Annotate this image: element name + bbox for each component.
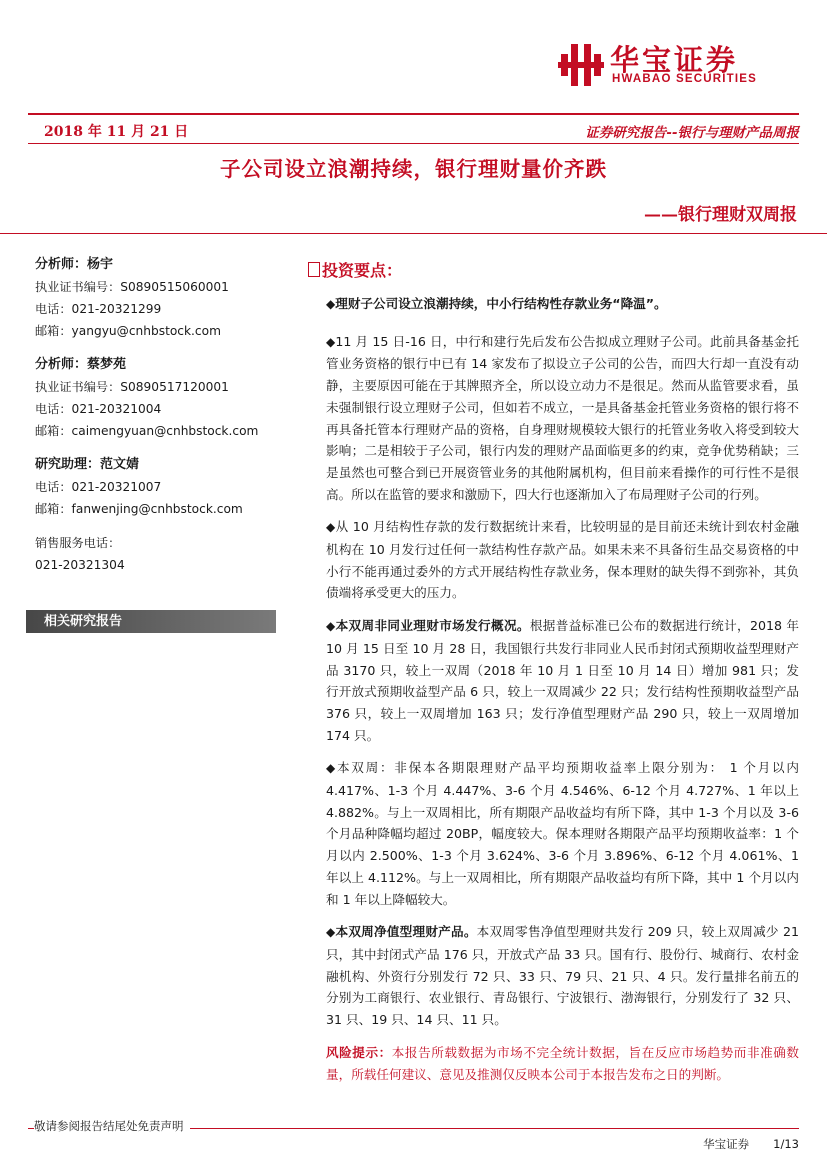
analyst-cert: 执业证书编号：S0890517120001 — [35, 380, 229, 394]
sales-phone: 021-20321304 — [35, 558, 125, 572]
risk-label: 风险提示： — [326, 1044, 392, 1060]
diamond-bullet-icon: ◆ — [326, 297, 336, 311]
paragraph-lead: 理财子公司设立浪潮持续，中小行结构性存款业务“降温”。 — [335, 296, 667, 311]
related-reports-header: 相关研究报告 — [26, 610, 276, 633]
investment-highlights — [320, 258, 800, 1082]
page-title: 子公司设立浪潮持续，银行理财量价齐跌 — [220, 157, 607, 181]
assistant-phone: 电话：021-20321007 — [35, 480, 162, 494]
analyst-name: 分析师：蔡梦苑 — [35, 357, 127, 372]
diamond-bullet-icon: ◆ — [326, 520, 336, 535]
report-type: 证券研究报告--银行与理财产品周报 — [585, 125, 799, 141]
assistant-name: 研究助理：范文婧 — [35, 457, 140, 472]
paragraph-lead: 本双周非同业理财市场发行概况。 — [335, 618, 530, 634]
highlight-paragraph — [326, 293, 799, 316]
paragraph-text: 根据普益标准已公布的数据进行统计，2018 年 10 月 15 日至 10 月 28 日，我国银行共发行非同业人民币封闭式预期收益型理财产品 3170 只，较上一双周（2018 年 10 月 1 日至 10 月 14 日）增加 981 只；发行开放式预期收益型产品 6 只，较上一双周减少 22 只；发行结构性预期收益型产品 376 只，较上一双周增加 163 只；发行净值型理财产品 290 只，较上一双周增加 174 只。 — [326, 618, 799, 743]
paragraph-text: 11 月 15 日-16 日，中行和建行先后发布公告拟成立理财子公司。此前具备基金托管业务资格的银行中已有 14 家发布了拟设立子公司的公告，而四大行却一直没有动静，主要原因可能在于其牌照齐全，所以设立动力不是很足。然而从监管要求看，虽未强制银行设立理财子公司，但如若不成立，一是具备基金托管业务资格的银行将不再具备托管本行理财产品的资格，自身理财规模较大银行的托管业务收入将受到较大影响；二是相较于子公司，银行内发的理财产品面临更多的约束，竞争优势稍缺；三是虽然也可整合到已开展资管业务的其他附属机构，但目前来看操作的可行性不是很高。所以在监管的要求和激励下，四大行也逐渐加入了布局理财子公司的行列。 — [326, 333, 799, 502]
analyst-phone: 电话：021-20321004 — [35, 402, 162, 416]
sales-contact — [35, 532, 265, 576]
header-divider-bottom — [28, 143, 799, 144]
analyst-phone: 电话：021-20321299 — [35, 302, 162, 316]
highlight-paragraph — [326, 516, 799, 604]
logo-name-cn: 华宝证券 — [610, 43, 739, 77]
paragraph-lead: 本双周净值型理财产品。 — [335, 924, 477, 940]
analyst-card — [35, 254, 265, 342]
diamond-bullet-icon: ◆ — [326, 334, 336, 349]
page-subtitle: ——银行理财双周报 — [644, 205, 797, 225]
footer-disclaimer: 敬请参阅报告结尾处免责声明 — [34, 1118, 190, 1134]
logo-name-en: HWABAO SECURITIES — [612, 73, 757, 85]
company-logo — [558, 40, 790, 90]
highlight-paragraph — [326, 921, 799, 1031]
highlight-paragraph — [326, 757, 799, 910]
footer-company: 华宝证券 — [703, 1137, 750, 1151]
paragraph-text: 从 10 月结构性存款的发行数据统计来看，比较明显的是目前还未统计到农村金融机构在 10 月发行过任何一款结构性存款产品。如果未来不具备衍生品交易资格的中小行不能再通过委外的方式开展结构性存款业务，保本理财的缺失得不到弥补，其负债端将承受更大的压力。 — [326, 519, 799, 601]
assistant-email[interactable]: 邮箱：fanwenjing@cnhbstock.com — [35, 502, 243, 516]
assistant-card — [35, 454, 265, 520]
risk-warning — [326, 1042, 800, 1082]
sales-label: 销售服务电话： — [35, 536, 121, 550]
risk-text: 本报告所载数据为市场不完全统计数据，旨在反应市场趋势而非准确数量，所载任何建议、意见及推测仅反映本公司于本报告发布之日的判断。 — [326, 1044, 800, 1082]
analyst-email[interactable]: 邮箱：yangyu@cnhbstock.com — [35, 324, 221, 338]
title-divider — [0, 233, 827, 234]
paragraph-text: 本双周：非保本各期限理财产品平均预期收益率上限分别为： 1 个月以内 4.417%、1-3 个月 4.447%、3-6 个月 4.546%、6-12 个月 4.727%、1 年以上 4.882%。与上一双周相比，所有期限产品收益均有所下降，其中 1-3 个月以及 3-6 个月品种降幅均超过 20BP，幅度较大。保本理财各期限产品平均预期收益率：1 个月以内 2.500%、1-3 个月 3.624%、3-6 个月 3.896%、6-12 个月 4.061%、1 年以上 4.112%。与上一双周相比，所有期限产品收益均有所下降，其中 1 个月以内和 1 年以上降幅较大。 — [326, 760, 799, 907]
analyst-email[interactable]: 邮箱：caimengyuan@cnhbstock.com — [35, 424, 259, 438]
footer-info — [679, 1136, 799, 1152]
analyst-sidebar — [35, 254, 265, 576]
diamond-bullet-icon: ◆ — [326, 925, 336, 940]
hwabao-logo-icon — [558, 40, 604, 88]
analyst-name: 分析师：杨宇 — [35, 257, 114, 272]
diamond-bullet-icon: ◆ — [326, 619, 336, 634]
checkbox-icon — [308, 262, 320, 277]
diamond-bullet-icon: ◆ — [326, 761, 337, 776]
analyst-card — [35, 354, 265, 442]
page-number: 1/13 — [773, 1137, 799, 1151]
highlight-paragraph — [326, 615, 799, 746]
highlight-paragraph — [326, 331, 799, 506]
section-title — [308, 258, 799, 281]
header-divider — [28, 113, 799, 115]
paragraph-text: 本双周零售净值型理财共发行 209 只，较上双周减少 21 只，其中封闭式产品 176 只，开放式产品 33 只。国有行、股份行、城商行、农村金融机构、外资行分别发行 72 只、33 只、79 只、21 只、4 只。发行量排名前五的分别为工商银行、农业银行、青岛银行、宁波银行、渤海银行，分别发行了 32 只、31 只、19 只、14 只、11 只。 — [326, 924, 800, 1028]
analyst-cert: 执业证书编号：S0890515060001 — [35, 280, 229, 294]
report-date: 2018 年 11 月 21 日 — [44, 124, 189, 140]
section-title-text: 投资要点： — [322, 261, 403, 280]
